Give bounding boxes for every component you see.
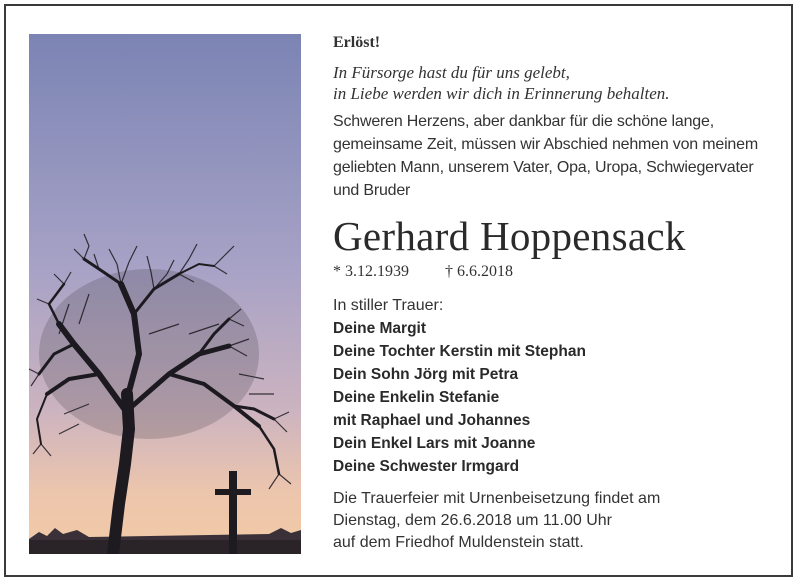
life-dates [333,263,783,281]
service-info [333,488,783,554]
mourner: Deine Margit [333,320,427,337]
poem-line: In Fürsorge hast du für uns gelebt, [333,63,570,82]
service-line: Dienstag, dem 26.6.2018 um 11.00 Uhr [333,512,612,529]
mourners-list [333,317,783,478]
mourner: mit Raphael und Johannes [333,412,531,429]
heading: Erlöst! [333,34,381,51]
mourner: Dein Sohn Jörg mit Petra [333,366,519,383]
memorial-photo [29,34,301,554]
deceased-name: Gerhard Hoppensack [333,213,686,259]
ground [29,540,301,554]
poem [333,62,783,104]
obituary-text [333,34,783,554]
birth-date: * 3.12.1939 [333,263,409,280]
tree-canopy-mass [39,269,259,439]
mourner: Dein Enkel Lars mit Joanne [333,435,536,452]
service-line: auf dem Friedhof Muldenstein statt. [333,534,584,551]
death-date: † 6.6.2018 [445,263,513,280]
mourner: Deine Schwester Irmgard [333,458,520,475]
poem-line: in Liebe werden wir dich in Erinnerung behalten. [333,84,670,103]
mourner: Deine Enkelin Stefanie [333,389,500,406]
mourning-label: In stiller Trauer: [333,297,444,314]
service-line: Die Trauerfeier mit Urnenbeisetzung findet am [333,490,661,507]
intro-paragraph: Schweren Herzens, aber dankbar für die schöne lange, gemeinsame Zeit, müssen wir Abschied nehmen von meinem geliebten Mann, unserem Vater, Opa, Uropa, Schwiegervater und Bruder [333,113,758,199]
tree-cross-silhouette-image [29,34,301,554]
mourner: Deine Tochter Kerstin mit Stephan [333,343,586,360]
